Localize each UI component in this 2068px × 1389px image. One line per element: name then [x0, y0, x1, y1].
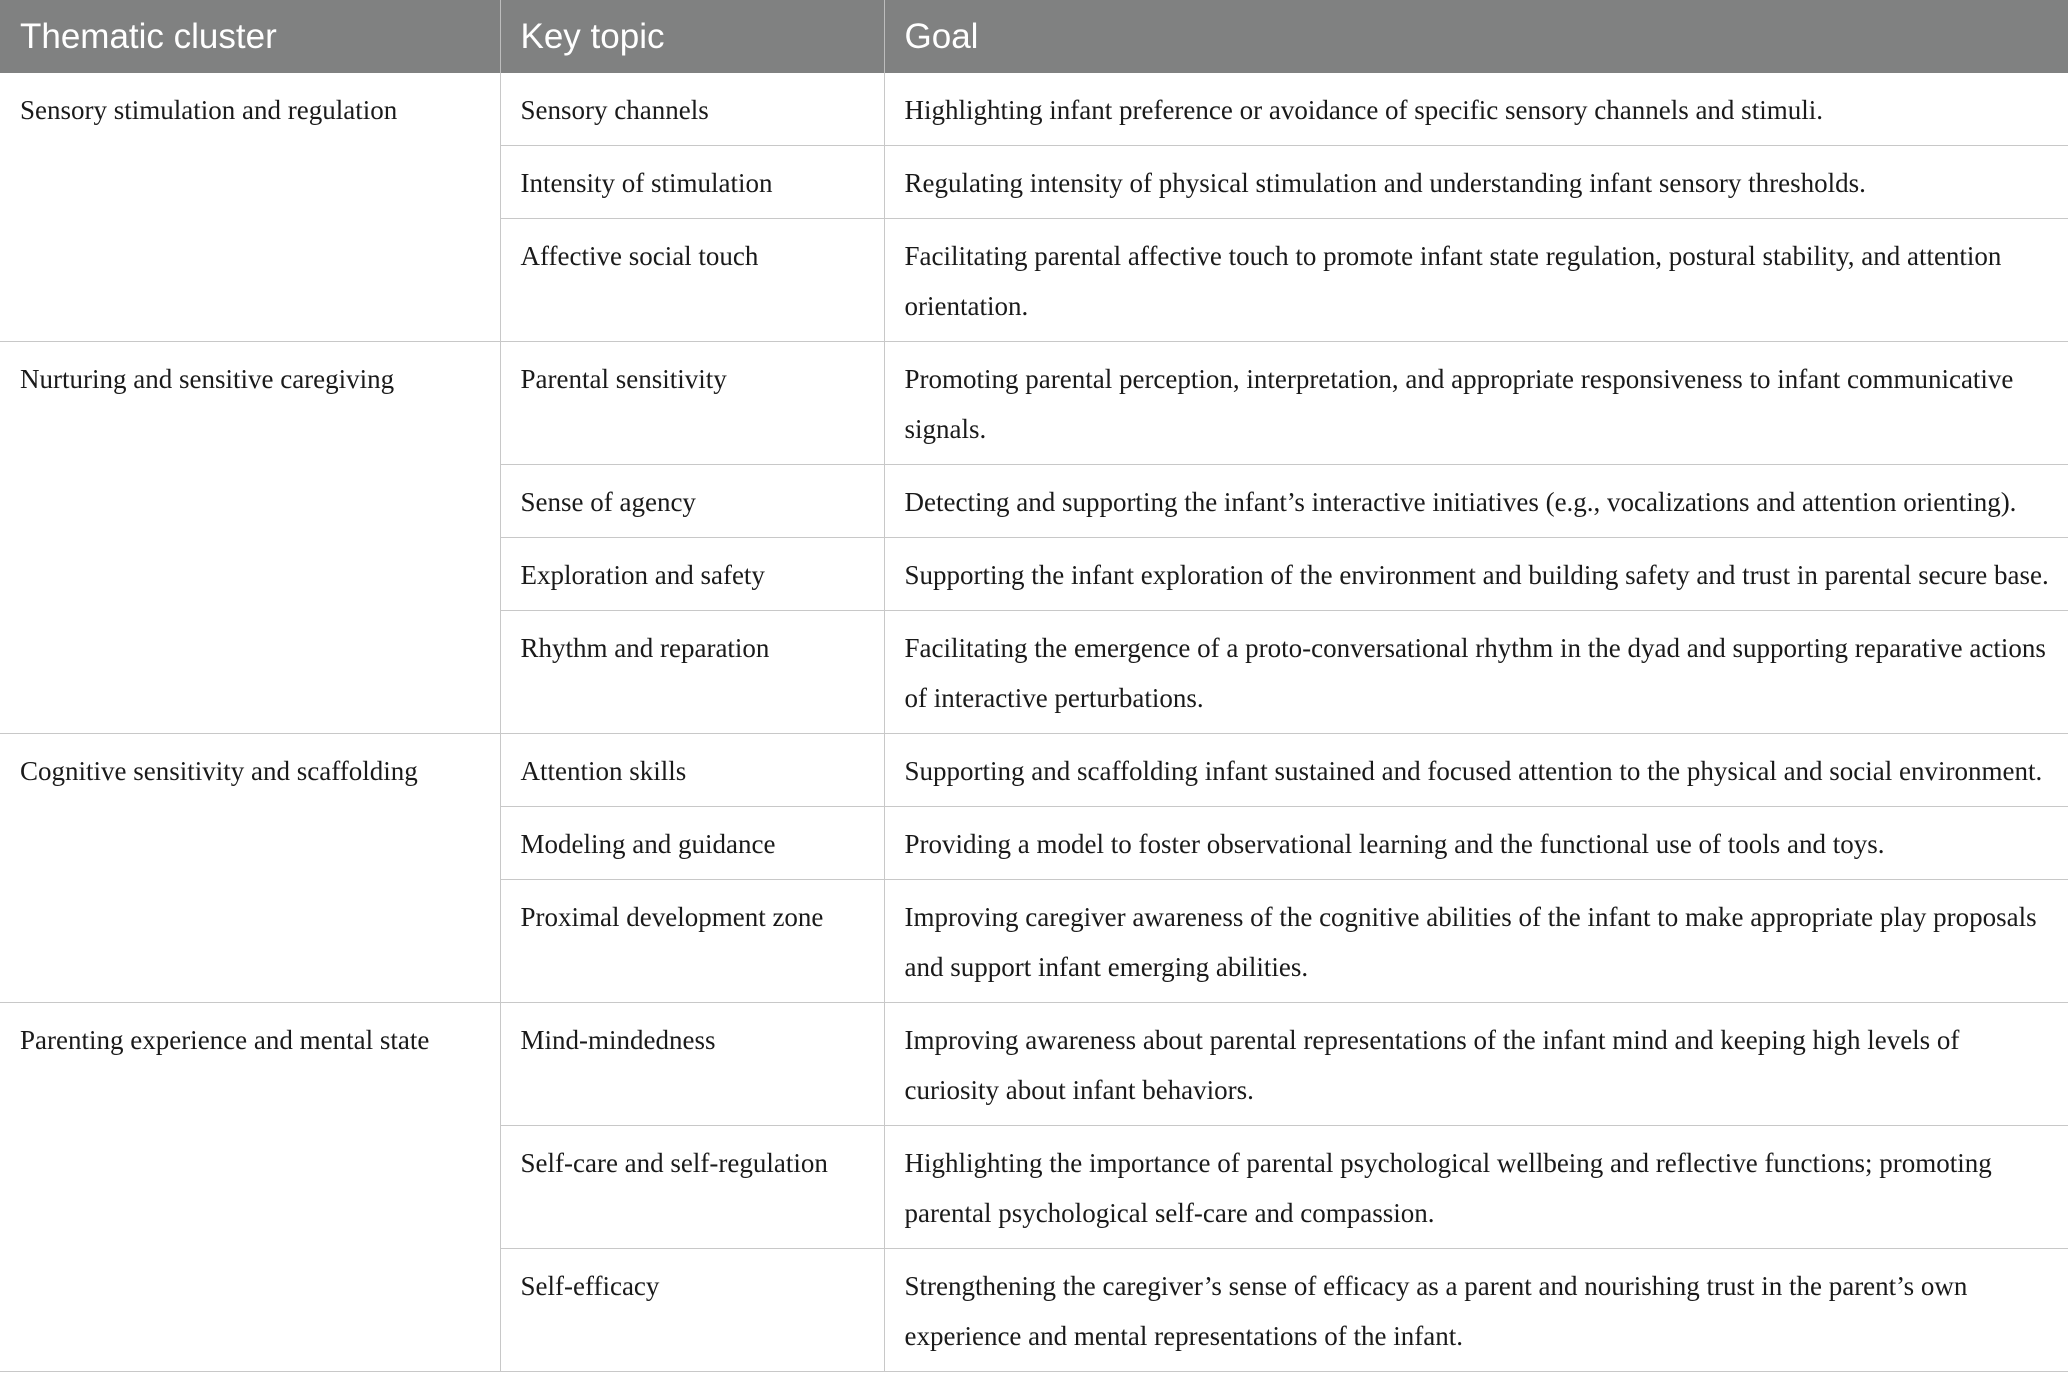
- header-row: [0, 0, 2068, 73]
- topic-cell: Rhythm and reparation: [500, 611, 884, 734]
- goal-cell: Highlighting the importance of parental psychological wellbeing and reflective functions; promoting parental psychological self-care and compassion.: [884, 1126, 2068, 1249]
- topic-cell: Parental sensitivity: [500, 342, 884, 465]
- topic-cell: Attention skills: [500, 734, 884, 807]
- header-goal: Goal: [884, 0, 2068, 73]
- goal-cell: Improving caregiver awareness of the cognitive abilities of the infant to make appropriate play proposals and support infant emerging abilities.: [884, 880, 2068, 1003]
- table-row: [0, 1003, 2068, 1126]
- goal-cell: Supporting and scaffolding infant sustained and focused attention to the physical and social environment.: [884, 734, 2068, 807]
- goal-cell: Providing a model to foster observational learning and the functional use of tools and toys.: [884, 807, 2068, 880]
- goal-cell: Supporting the infant exploration of the environment and building safety and trust in parental secure base.: [884, 538, 2068, 611]
- topic-cell: Affective social touch: [500, 219, 884, 342]
- goal-cell: Regulating intensity of physical stimulation and understanding infant sensory thresholds.: [884, 146, 2068, 219]
- goal-cell: Facilitating the emergence of a proto-conversational rhythm in the dyad and supporting reparative actions of interactive perturbations.: [884, 611, 2068, 734]
- table-row: [0, 73, 2068, 146]
- goal-cell: Facilitating parental affective touch to promote infant state regulation, postural stability, and attention orientation.: [884, 219, 2068, 342]
- topic-cell: Exploration and safety: [500, 538, 884, 611]
- cluster-cell: Cognitive sensitivity and scaffolding: [0, 734, 500, 1003]
- goal-cell: Strengthening the caregiver’s sense of efficacy as a parent and nourishing trust in the parent’s own experience and mental representations of the infant.: [884, 1249, 2068, 1372]
- cluster-cell: Sensory stimulation and regulation: [0, 73, 500, 342]
- topic-cell: Modeling and guidance: [500, 807, 884, 880]
- goal-cell: Highlighting infant preference or avoidance of specific sensory channels and stimuli.: [884, 73, 2068, 146]
- goal-cell: Promoting parental perception, interpretation, and appropriate responsiveness to infant communicative signals.: [884, 342, 2068, 465]
- cluster-cell: Nurturing and sensitive caregiving: [0, 342, 500, 734]
- topic-cell: Sensory channels: [500, 73, 884, 146]
- goal-cell: Improving awareness about parental representations of the infant mind and keeping high levels of curiosity about infant behaviors.: [884, 1003, 2068, 1126]
- header-key-topic: Key topic: [500, 0, 884, 73]
- topic-cell: Proximal development zone: [500, 880, 884, 1003]
- topic-cell: Mind-mindedness: [500, 1003, 884, 1126]
- cluster-cell: Parenting experience and mental state: [0, 1003, 500, 1372]
- table-row: [0, 734, 2068, 807]
- topic-cell: Intensity of stimulation: [500, 146, 884, 219]
- goal-cell: Detecting and supporting the infant’s interactive initiatives (e.g., vocalizations and attention orienting).: [884, 465, 2068, 538]
- topic-cell: Self-care and self-regulation: [500, 1126, 884, 1249]
- topic-cell: Self-efficacy: [500, 1249, 884, 1372]
- table-row: [0, 342, 2068, 465]
- topic-cell: Sense of agency: [500, 465, 884, 538]
- header-thematic-cluster: Thematic cluster: [0, 0, 500, 73]
